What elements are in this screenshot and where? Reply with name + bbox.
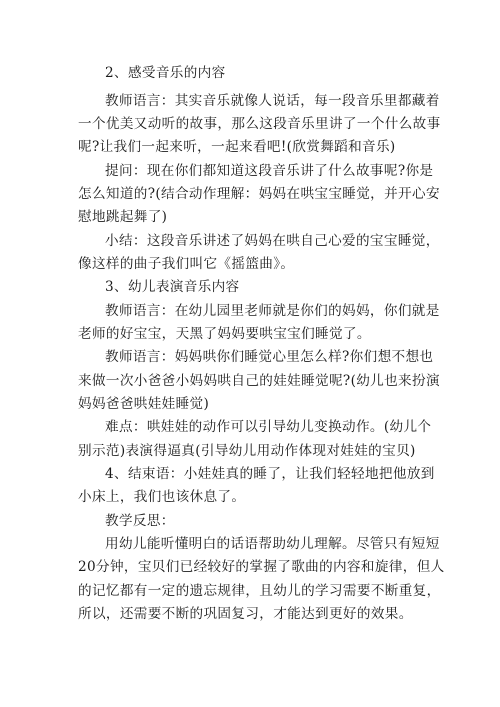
paragraph-line: 教师语言：在幼儿园里老师就是你们的妈妈，你们就是 (105, 303, 440, 319)
paragraph-line: 老师的好宝宝，天黑了妈妈要哄宝宝们睡觉了。 (78, 326, 371, 342)
paragraph-line: 用幼儿能听懂明白的话语帮助幼儿理解。尽管只有短短 (105, 536, 440, 552)
paragraph-line: 小结：这段音乐讲述了妈妈在哄自己心爱的宝宝睡觉， (105, 233, 440, 249)
paragraph-line: 难点：哄娃娃的动作可以引导幼儿变换动作。(幼儿个 (105, 419, 432, 435)
heading-closing: 4、结束语：小娃娃真的睡了，让我们轻轻地把他放到 (105, 466, 435, 482)
paragraph-line: 来做一次小爸爸小妈妈哄自己的娃娃睡觉呢?(幼儿也来扮演 (78, 373, 440, 389)
paragraph-line: 一个优美又动听的故事，那么这段音乐里讲了一个什么故事 (78, 116, 441, 132)
paragraph-line: 教师语言：妈妈哄你们睡觉心里怎么样?你们想不想也 (105, 349, 434, 365)
paragraph-line: 20分钟，宝贝们已经较好的掌握了歌曲的内容和旋律，但人 (78, 559, 445, 575)
paragraph-line: 呢?让我们一起来听，一起来看吧!(欣赏舞蹈和音乐) (78, 139, 396, 155)
paragraph-line: 所以，还需要不断的巩固复习，才能达到更好的效果。 (78, 606, 413, 622)
paragraph-line: 的记忆都有一定的遗忘规律，且幼儿的学习需要不断重复， (78, 583, 441, 599)
paragraph-line: 别示范)表演得逼真(引导幼儿用动作体现对娃娃的宝贝) (78, 443, 416, 459)
paragraph-line: 教师语言：其实音乐就像人说话，每一段音乐里都藏着 (105, 93, 440, 109)
paragraph-line: 慰地跳起舞了) (78, 209, 168, 225)
paragraph-line: 提问：现在你们都知道这段音乐讲了什么故事呢?你是 (105, 163, 434, 179)
paragraph-line: 像这样的曲子我们叫它《摇篮曲》。 (78, 256, 295, 272)
heading-perform-content: 3、幼儿表演音乐内容 (105, 279, 240, 295)
heading-reflection: 教学反思： (105, 513, 175, 529)
paragraph-line: 怎么知道的?(结合动作理解：妈妈在哄宝宝睡觉，并开心安 (78, 186, 440, 202)
paragraph-line: 妈妈爸爸哄娃娃睡觉) (78, 396, 210, 412)
paragraph-line: 小床上，我们也该休息了。 (78, 489, 246, 505)
heading-listen-content: 2、感受音乐的内容 (105, 65, 226, 81)
